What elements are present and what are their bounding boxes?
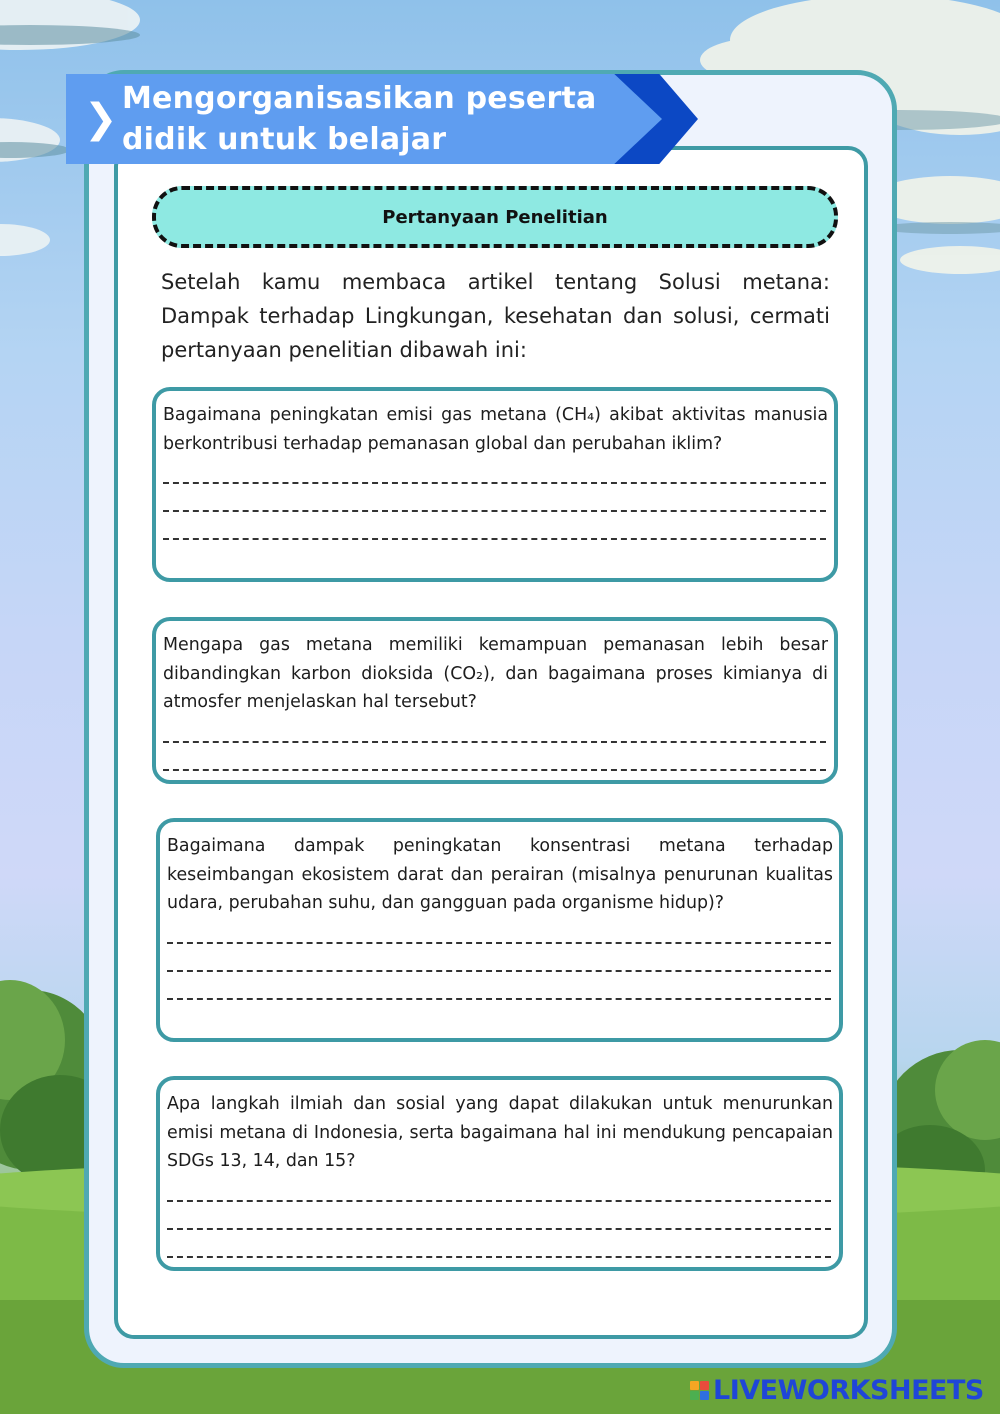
question-4-line-3: mendukung pencapaian SDGs 13, 14, dan 15? — [167, 1122, 834, 1171]
question-3-line-2: keseimbangan ekosistem darat dan perairan (misalnya — [167, 864, 657, 885]
question-2-line-1: Mengapa gas metana memiliki kemampuan pemanasan lebih — [163, 635, 764, 655]
question-3-line-3: penurunan kualitas udara, perubahan suhu, dan gangguan pada — [167, 864, 833, 913]
section-label: Pertanyaan Penelitian — [152, 186, 838, 248]
question-4-line-1: Apa langkah ilmiah dan sosial yang dapat dilakukan untuk — [167, 1094, 713, 1114]
liveworksheets-logo-icon — [690, 1381, 709, 1400]
question-4-line-2: menurunkan emisi metana di Indonesia, serta bagaimana hal ini — [167, 1094, 833, 1143]
answer-line[interactable] — [167, 1176, 831, 1202]
question-box-1 — [152, 387, 838, 582]
answer-line[interactable] — [163, 458, 826, 484]
question-text-3 — [167, 832, 833, 918]
question-box-3 — [156, 818, 843, 1042]
question-text-4 — [167, 1090, 833, 1176]
question-1-line-3: perubahan iklim? — [571, 433, 723, 454]
logo-text: LIVEWORKSHEETS — [713, 1374, 984, 1406]
answer-line[interactable] — [167, 918, 831, 944]
question-box-2 — [152, 617, 838, 784]
answer-line[interactable] — [167, 1230, 831, 1258]
chevron-right-icon: ❯ — [84, 96, 118, 142]
question-2-line-3: proses kimianya di atmosfer menjelaskan hal tersebut? — [163, 663, 829, 712]
liveworksheets-logo[interactable] — [690, 1372, 984, 1408]
question-box-4 — [156, 1076, 843, 1271]
answer-line[interactable] — [163, 743, 826, 771]
question-1-line-2: manusia berkontribusi terhadap pemanasan global dan — [163, 405, 829, 454]
answer-line[interactable] — [163, 484, 826, 512]
intro-line-2: Dampak terhadap Lingkungan, kesehatan dan solusi, — [161, 304, 740, 328]
intro-paragraph — [161, 265, 830, 367]
page-title-line-2: didik untuk belajar — [122, 122, 447, 157]
answer-line[interactable] — [167, 944, 831, 972]
question-3-line-1: Bagaimana dampak peningkatan konsentrasi metana terhadap — [167, 836, 833, 856]
question-text-1 — [163, 401, 828, 458]
answer-line[interactable] — [163, 512, 826, 540]
intro-line-3: cermati pertanyaan penelitian dibawah ini: — [161, 304, 830, 362]
question-3-line-4: organisme hidup)? — [561, 893, 725, 913]
answer-line[interactable] — [163, 717, 826, 743]
question-1-line-1: Bagaimana peningkatan emisi gas metana (CH₄) akibat aktivitas — [163, 405, 746, 425]
answer-line[interactable] — [167, 1202, 831, 1230]
question-text-2 — [163, 631, 828, 717]
question-2-line-2: besar dibandingkan karbon dioksida (CO₂), dan bagaimana — [163, 635, 829, 684]
intro-line-1: Setelah kamu membaca artikel tentang Solusi metana: — [161, 270, 830, 294]
page-title-line-1: Mengorganisasikan peserta — [122, 81, 597, 116]
page-title — [122, 78, 622, 160]
answer-line[interactable] — [167, 972, 831, 1000]
